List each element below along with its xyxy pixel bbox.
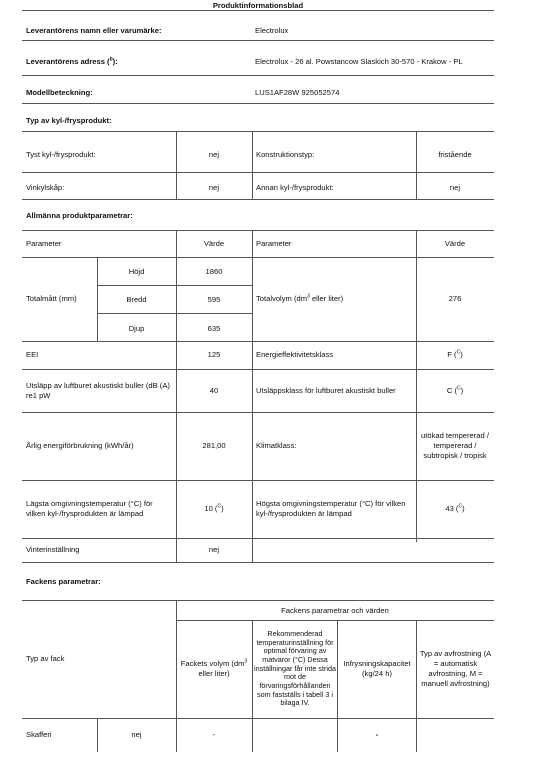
col-recommended-temp: Rekommenderad temperaturinställning för optimal förvaring av matvaror (°C) Dessa inställningar får inte strida mot de förvaringsförhållanden som fastställs i tabell 3 i bilaga IV. — [254, 629, 336, 708]
value-header-left: Värde — [203, 239, 225, 248]
dim-depth-value: 635 — [207, 324, 221, 333]
max-temp-label: Högsta omgivningstemperatur (°C) för vilken kyl-/frysprodukten är lämpad — [256, 499, 406, 518]
compartment-volume: - — [212, 730, 216, 740]
page-title: Produktinformationsblad — [212, 1, 304, 10]
supplier-address-label: Leverantörens adress ($^b$): — [26, 56, 118, 66]
compartment-defrost — [417, 718, 494, 752]
winter-value: nej — [208, 545, 220, 555]
total-dims-label: Totalmått (mm) — [26, 294, 77, 304]
model-value: LUS1AF28W 925052574 — [255, 88, 340, 97]
noise-label: Utsläpp av luftburet akustiskt buller (dB (A) re1 pW — [26, 380, 170, 400]
type-section-heading: Typ av kyl-/frysprodukt: — [26, 116, 112, 125]
silent-label: Tyst kyl-/frysprodukt: — [26, 150, 96, 159]
dim-height-label: Höjd — [128, 267, 145, 276]
max-temp-value: 43 ($^C$) — [445, 503, 465, 514]
col-defrost-type: Typ av avfrostning (A = automatisk avfrostning, M = manuell avfrostning) — [419, 649, 492, 688]
supplier-name-value: Electrolux — [255, 26, 289, 35]
compartment-temp — [253, 718, 337, 752]
dim-width-value: 595 — [207, 295, 221, 304]
min-temp-label: Lägsta omgivningstemperatur (°C) för vilken kyl-/frysprodukten är lämpad — [26, 499, 153, 518]
dim-width-label: Bredd — [126, 295, 147, 304]
silent-value: nej — [208, 150, 220, 159]
climate-class-value: utökad tempererad / tempererad / subtropisk / tropisk — [421, 431, 489, 460]
general-heading: Allmänna produktparametrar: — [26, 211, 133, 220]
wine-label: Vinkylskåp: — [26, 183, 65, 192]
compartments-heading: Fackens parametrar: — [26, 577, 101, 586]
climate-class-label: Klimatklass: — [256, 441, 297, 451]
compartment-name: Skafferi — [26, 730, 52, 740]
annual-energy-label: Årlig energiförbrukning (kWh/år) — [26, 441, 134, 451]
other-label: Annan kyl-/frysprodukt: — [256, 183, 334, 192]
dim-height-value: 1860 — [205, 267, 223, 276]
winter-label: Vinterinställning — [26, 545, 80, 555]
noise-value: 40 — [209, 385, 219, 395]
other-value: nej — [449, 183, 461, 192]
supplier-name-label: Leverantörens namn eller varumärke: — [26, 26, 162, 35]
wine-value: nej — [208, 183, 220, 192]
model-label: Modellbeteckning: — [26, 88, 93, 97]
min-temp-value: 10 ($^C$) — [204, 503, 224, 514]
compartment-type-label: Typ av fack — [26, 654, 65, 664]
param-header-left: Parameter — [26, 239, 62, 248]
value-header-right: Värde — [444, 239, 466, 248]
compartments-group-header: Fackens parametrar och värden — [281, 606, 389, 615]
param-header-right: Parameter — [256, 239, 292, 248]
total-volume-label: Totalvolym ($dm^3$ eller liter) — [256, 293, 344, 304]
eei-value: 125 — [207, 350, 221, 360]
annual-energy-value: 281,00 — [202, 441, 226, 451]
noise-class-value: C ($^C$) — [446, 385, 464, 395]
col-volume: Fackets volym ($dm^3$ eller liter) — [180, 658, 248, 678]
compartment-freeze: - — [375, 730, 379, 740]
dim-depth-label: Djup — [128, 324, 145, 333]
supplier-address-value: Electrolux - 26 al. Powstancow Slaskich 30-570 - Krakow - PL — [255, 57, 463, 66]
divider — [22, 10, 494, 11]
construction-value: fristående — [438, 150, 472, 159]
energy-class-value: F ($^C$) — [447, 349, 463, 360]
eei-label: EEI — [26, 350, 39, 360]
noise-class-label: Utsläppsklass för luftburet akustiskt buller — [256, 385, 396, 395]
energy-class-label: Energieffektivitetsklass — [256, 350, 334, 360]
total-volume-value: 276 — [448, 294, 462, 304]
construction-label: Konstruktionstyp: — [256, 150, 315, 159]
col-freeze-capacity: Infrysningskapacitet (kg/24 h) — [343, 659, 411, 678]
compartment-present: nej — [131, 730, 142, 740]
